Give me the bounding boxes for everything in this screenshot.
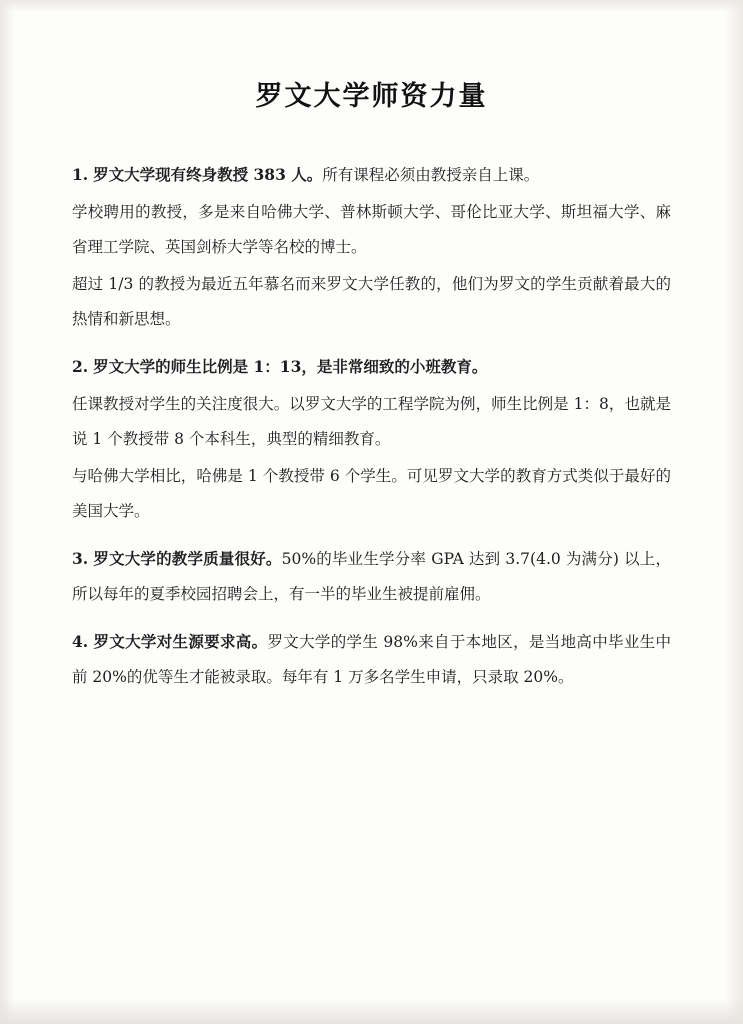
section-3-lead-rest: 50%的毕业生学分率 GPA 达到 3.7(4.0 为满分) 以上，所以每年的夏季校园招聘会上，有一半的毕业生被提前雇佣。 [72,550,671,603]
section-4-lead-rest: 罗文大学的学生 98%来自于本地区，是当地高中毕业生中前 20%的优等生才能被录取。每年有 1 万多名学生申请，只录取 20%。 [72,633,671,686]
section-1-number: 1. [72,165,89,184]
page-title: 罗文大学师资力量 [255,81,488,112]
section-1-paragraph-1: 学校聘用的教授，多是来自哈佛大学、普林斯顿大学、哥伦比亚大学、斯坦福大学、麻省理工学院、英国剑桥大学等名校的博士。 [72,203,671,256]
section-4-heading [72,624,671,695]
section-4-number: 4. [72,632,89,651]
section-2-paragraph-2: 与哈佛大学相比，哈佛是 1 个教授带 6 个学生。可见罗文大学的教育方式类似于最好的美国大学。 [72,467,671,520]
section-3-number: 3. [72,549,89,568]
section-2-paragraph-1: 任课教授对学生的关注度很大。以罗文大学的工程学院为例，师生比例是 1：8，也就是说 1 个教授带 8 个本科生，典型的精细教育。 [72,395,671,448]
section-1-paragraph-2: 超过 1/3 的教授为最近五年慕名而来罗文大学任教的，他们为罗文的学生贡献着最大的热情和新思想。 [72,275,671,328]
section-3-lead: 罗文大学的教学质量很好。 [93,549,282,568]
section-4-lead: 罗文大学对生源要求高。 [93,632,268,651]
section-2-heading [72,349,671,385]
document-body [72,157,671,695]
section-3-heading [72,541,671,612]
page-edge-shadow-bottom [0,998,743,1024]
section-2-number: 2. [72,357,89,376]
section-1-heading [72,157,671,193]
section-2-lead: 罗文大学的师生比例是 1：13，是非常细致的小班教育。 [93,357,488,376]
section-1-lead: 罗文大学现有终身教授 383 人。 [93,165,323,184]
section-1-lead-rest: 所有课程必须由教授亲自上课。 [322,166,540,184]
